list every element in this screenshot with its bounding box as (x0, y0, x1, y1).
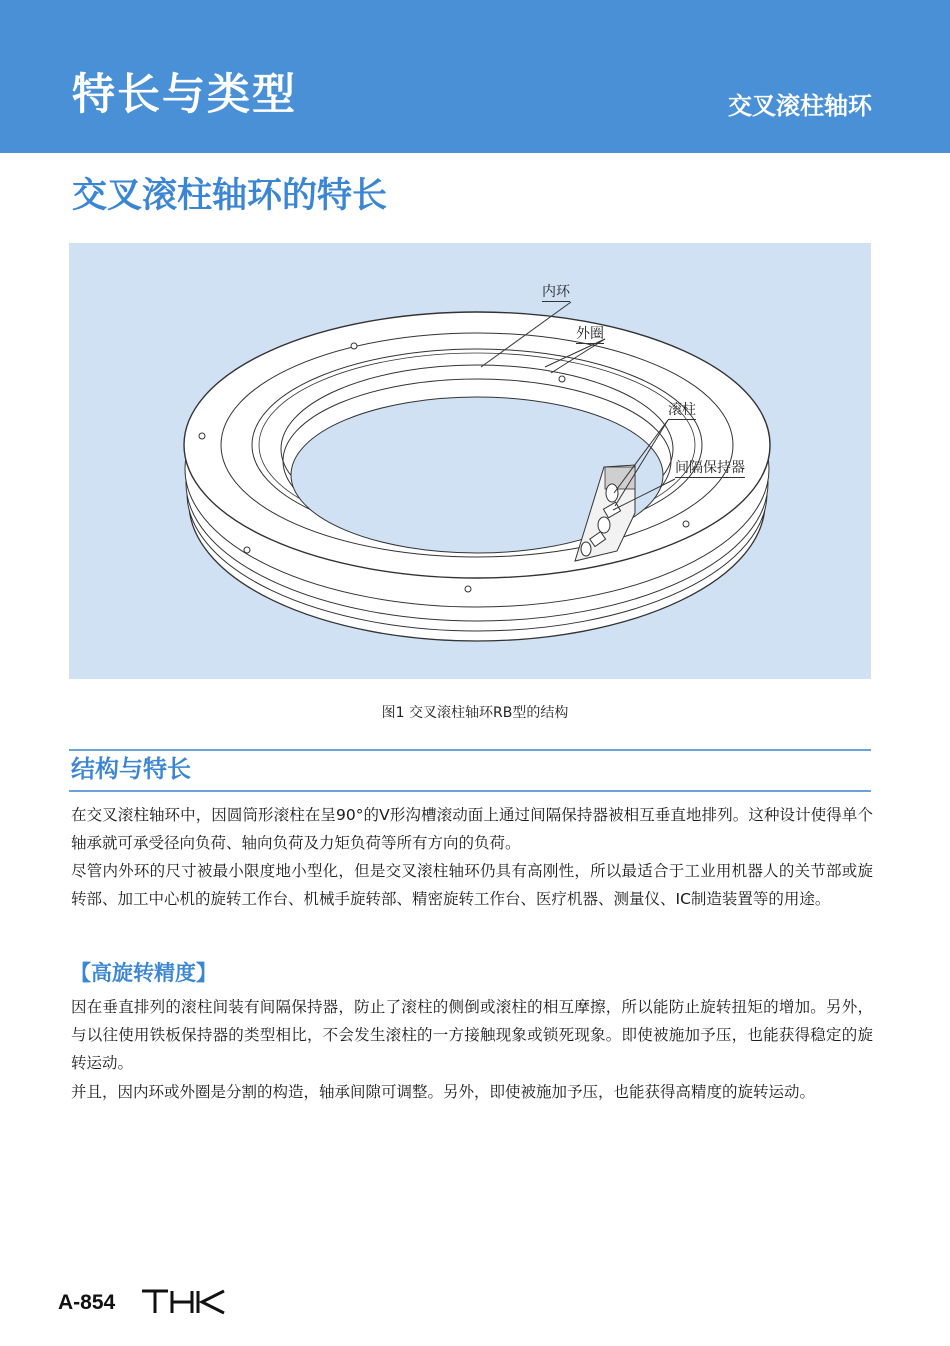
figure-caption: 图1 交叉滚柱轴环RB型的结构 (381, 705, 569, 721)
thk-logo (140, 1288, 226, 1320)
bearing-illustration (69, 243, 871, 679)
page-number: A-854 (58, 1291, 116, 1314)
header-title: 特长与类型 (72, 70, 297, 120)
section-title: 结构与特长 (71, 755, 191, 783)
section-paragraph: 尽管内外环的尺寸被最小限度地小型化，但是交叉滚柱轴环仍具有高刚性，所以最适合于工业用机器人的关节部或旋转部、加工中心机的旋转工作台、机械手旋转部、精密旋转工作台、医疗机器、测量仪、IC制造装置等的用途。 (71, 862, 873, 908)
bearing-figure (69, 243, 871, 679)
section-header (69, 749, 871, 792)
subsection-title: 【高旋转精度】 (70, 961, 217, 985)
thk-logo-mark (140, 1288, 226, 1316)
section-paragraph: 在交叉滚柱轴环中，因圆筒形滚柱在呈90°的V形沟槽滚动面上通过间隔保持器被相互垂直地排列。这种设计使得单个轴承就可承受径向负荷、轴向负荷及力矩负荷等所有方向的负荷。 (71, 806, 873, 852)
page-title: 交叉滚柱轴环的特长 (72, 176, 388, 216)
header-banner (0, 0, 950, 153)
header-section-label: 交叉滚柱轴环 (728, 92, 872, 120)
inner-ring-label: 内环 (542, 284, 570, 300)
spacer-label: 间隔保持器 (675, 460, 745, 476)
outer-ring-label: 外圈 (576, 326, 604, 342)
subsection-paragraph: 因在垂直排列的滚柱间装有间隔保持器，防止了滚柱的侧倒或滚柱的相互摩擦，所以能防止旋转扭矩的增加。另外，与以往使用铁板保持器的类型相比，不会发生滚柱的一方接触现象或锁死现象。即使被施加予压，也能获得稳定的旋转运动。 (71, 998, 873, 1072)
roller-label: 滚柱 (668, 402, 696, 418)
subsection-paragraph: 并且，因内环或外圈是分割的构造，轴承间隙可调整。另外，即使被施加予压，也能获得高精度的旋转运动。 (71, 1083, 816, 1101)
